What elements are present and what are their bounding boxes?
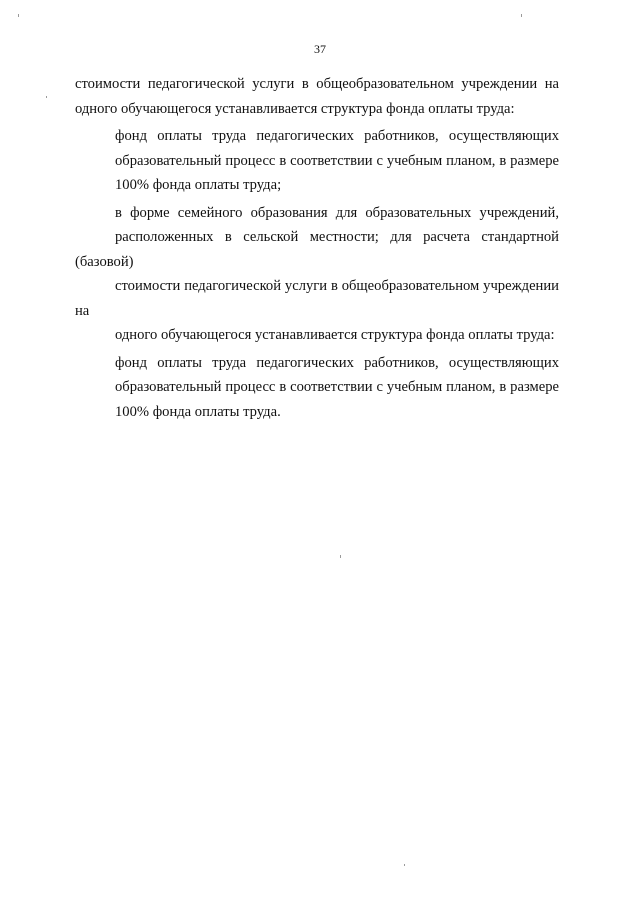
paragraph-family-education xyxy=(75,201,559,348)
page-number: 37 xyxy=(314,42,326,56)
paragraph-continuation xyxy=(75,72,559,121)
paragraph-payroll-fund-final xyxy=(75,351,559,425)
text-line: стоимости педагогической услуги в общеобразовательном учреждении на xyxy=(75,76,559,92)
text-line: фонд оплаты труда педагогических работников, осуществляющих xyxy=(115,128,559,144)
text-line: одного обучающегося устанавливается структура фонда оплаты труда: xyxy=(115,327,555,343)
scan-speck xyxy=(18,14,19,17)
text-line: 100% фонда оплаты труда. xyxy=(115,403,281,420)
document-body xyxy=(75,72,559,427)
scan-speck xyxy=(521,14,522,17)
text-line: образовательный процесс в соответствии с учебным планом, в размере xyxy=(115,152,559,169)
text-line: фонд оплаты труда педагогических работников, осуществляющих xyxy=(115,354,559,371)
scan-speck xyxy=(46,96,47,98)
scan-speck xyxy=(340,555,341,558)
text-line: 100% фонда оплаты труда; xyxy=(115,177,282,193)
paragraph-payroll-fund xyxy=(75,124,559,198)
scan-speck xyxy=(404,864,405,866)
text-line: в форме семейного образования для образовательных учреждений, xyxy=(115,204,559,221)
text-line: образовательный процесс в соответствии с учебным планом, в размере xyxy=(115,379,559,395)
text-line: одного обучающегося устанавливается структура фонда оплаты труда: xyxy=(75,100,515,117)
text-line: расположенных в сельской местности; для расчета стандартной (базовой) xyxy=(75,229,559,270)
text-line: стоимости педагогической услуги в общеобразовательном учреждении на xyxy=(75,278,559,319)
